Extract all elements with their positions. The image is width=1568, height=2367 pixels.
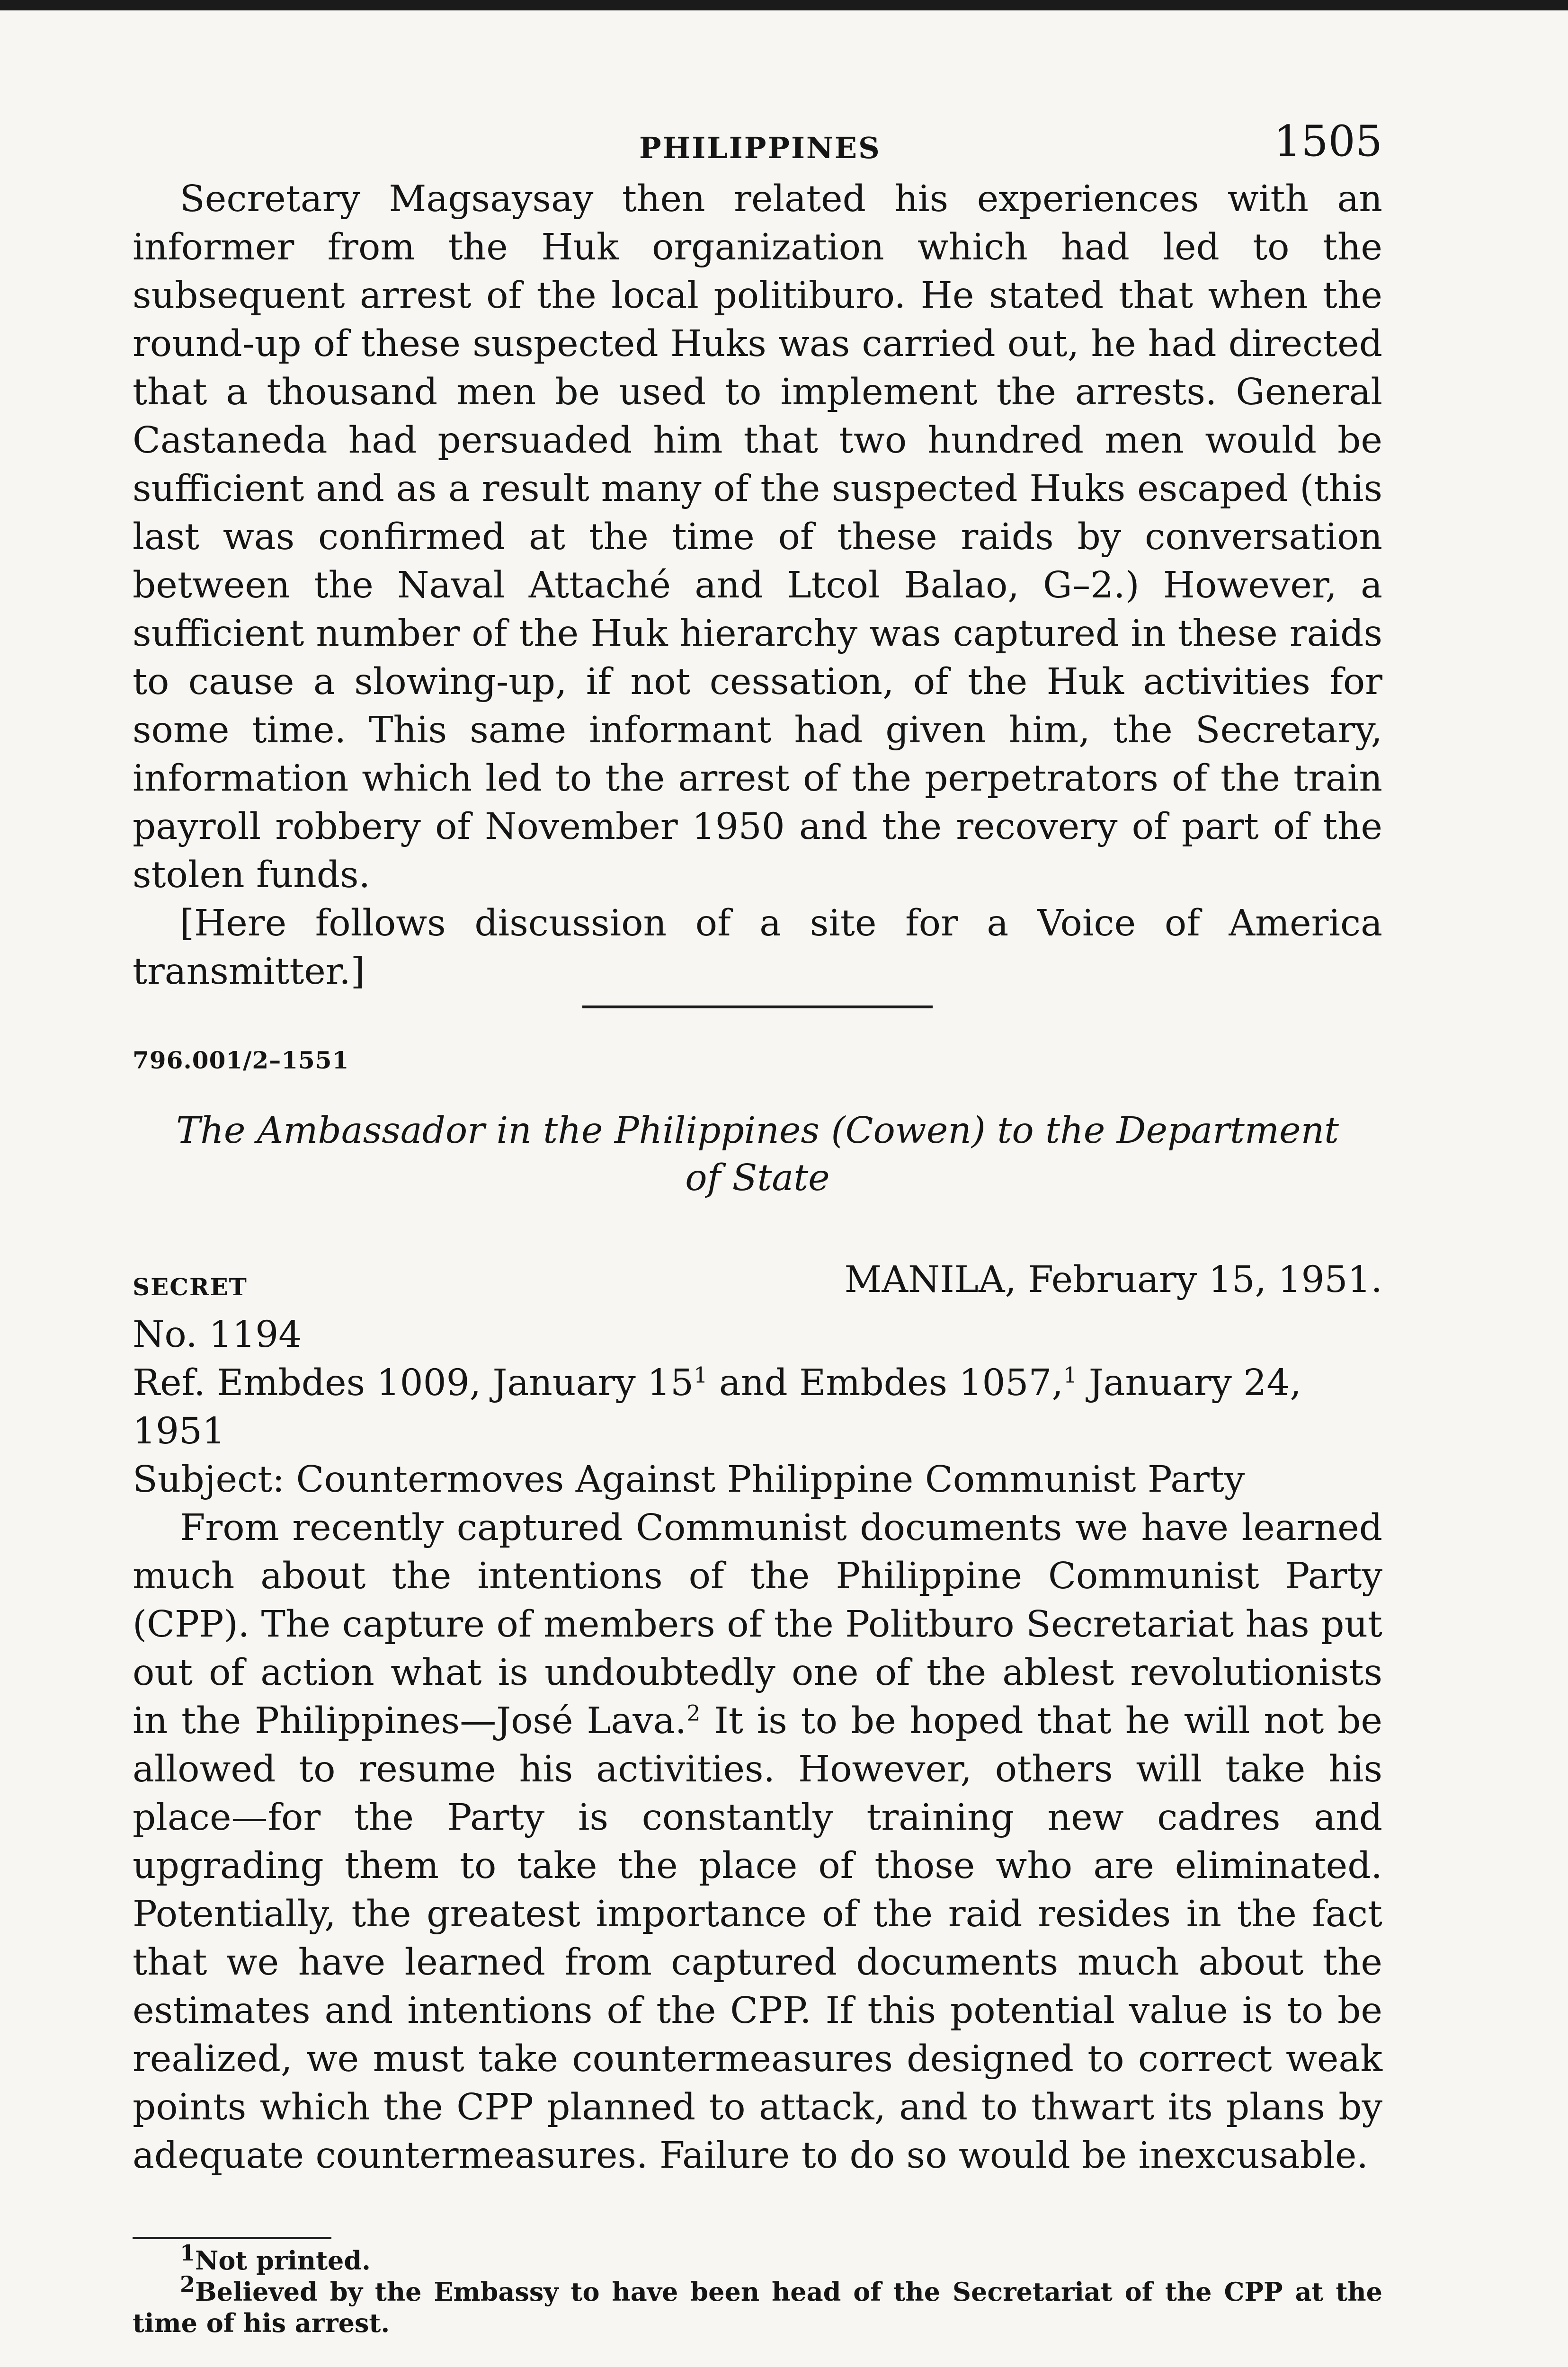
page (133, 114, 1382, 2339)
dateline (133, 1259, 1382, 1311)
place-and-date: MANILA, February 15, 1951. (844, 1259, 1382, 1301)
top-edge-rule (0, 0, 1568, 10)
reference-prefix: Ref. Embdes 1009, January 15 (133, 1362, 694, 1404)
reference-suffix: January 24, 1951 (133, 1362, 1301, 1452)
paragraph-editorial-note: [Here follows discussion of a site for a Voice of America transmitter.] (133, 902, 1382, 993)
footnote-2-marker: 2 (180, 2271, 196, 2297)
running-head (133, 114, 1382, 170)
footnote-1 (133, 2240, 1382, 2276)
footnote-marker-1b: 1 (1063, 1362, 1078, 1388)
reference-line (133, 1359, 1382, 1456)
document-title: The Ambassador in the Philippines (Cowen) to the Department of State (176, 1110, 1339, 1199)
body-text-part-1: From recently captured Communist documents we have learned much about the intentions of the Philippine Communist Party (CPP). The capture of members of the Politburo Secretariat has put out of action what is undoubtedly one of the ablest revolutionists in the Philippines—José Lava. (133, 1507, 1382, 1742)
footnotes (133, 2240, 1382, 2339)
file-number: 796.001/2–1551 (133, 1046, 349, 1074)
document-number: No. 1194 (133, 1314, 302, 1356)
running-title: PHILIPPINES (639, 131, 881, 165)
paragraph-magsaysay: Secretary Magsaysay then related his experiences with an informer from the Huk organization which had led to the subsequent arrest of the local politiburo. He stated that when the round-up of these suspected Huks was carried out, he had directed that a thousand men be used to implement the arrests. General Castaneda had persuaded him that two hundred men would be sufficient and as a result many of the suspected Huks escaped (this last was confirmed at the time of these raids by conversation between the Naval Attaché and Ltcol Balao, G–2.) However, a sufficient number of the Huk hierarchy was captured in these raids to cause a slowing-up, if not cessation, of the Huk activities for some time. This same informant had given him, the Secretary, information which led to the arrest of the perpetrators of the train payroll robbery of November 1950 and the recovery of part of the stolen funds. (133, 178, 1382, 896)
footnote-2 (133, 2271, 1382, 2339)
footnote-1-text: Not printed. (195, 2245, 371, 2276)
footnote-2-text: Believed by the Embassy to have been head of the Secretariat of the CPP at the time of his arrest. (133, 2277, 1382, 2338)
footnote-marker-1: 1 (694, 1362, 708, 1388)
classification-label: SECRET (133, 1273, 248, 1301)
reference-middle: and Embdes 1057, (707, 1362, 1063, 1404)
subject-line: Subject: Countermoves Against Philippine Communist Party (133, 1459, 1245, 1501)
page-number: 1505 (1274, 116, 1382, 166)
footnote-rule (133, 2237, 331, 2239)
footnote-marker-2: 2 (686, 1700, 701, 1726)
body-text-part-2: It is to be hoped that he will not be allowed to resume his activities. However, others will take his place—for the Party is constantly training new cadres and upgrading them to take the place of those who are eliminated. Potentially, the greatest importance of the raid resides in the fact that we have learned from captured documents much about the estimates and intentions of the CPP. If this potential value is to be realized, we must take countermeasures designed to correct weak points which the CPP planned to attack, and to thwart its plans by adequate countermeasures. Failure to do so would be inexcusable. (133, 1700, 1382, 2177)
paragraph-countermoves (133, 1504, 1382, 2180)
section-separator (582, 1006, 933, 1008)
footnote-1-marker: 1 (180, 2240, 196, 2266)
